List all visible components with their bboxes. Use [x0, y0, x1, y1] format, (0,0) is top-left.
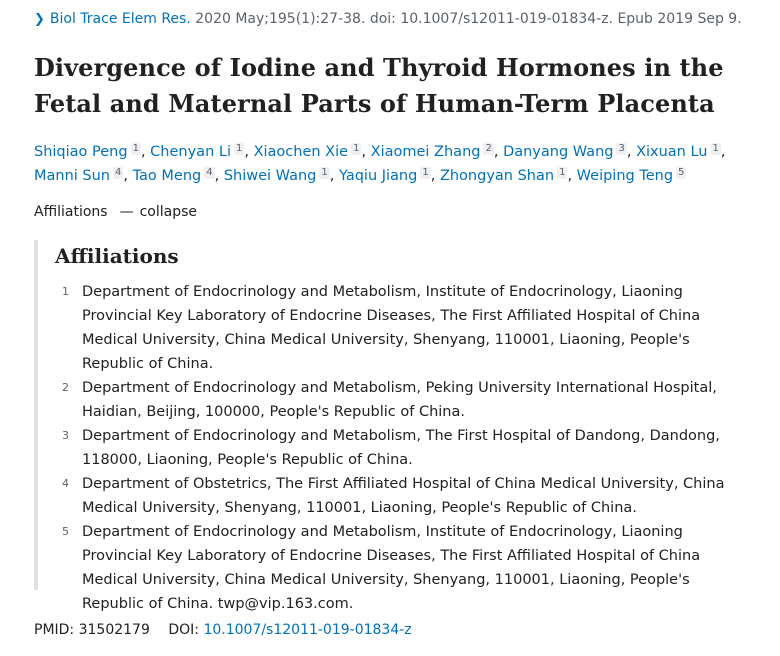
author-item: Yaqiu Jiang $^1$ ,: [338, 167, 436, 184]
author-item: Manni Sun $^4$ ,: [34, 167, 128, 184]
author-item: Xixuan Lu $^1$ ,: [636, 143, 726, 160]
author-affiliation-ref[interactable]: 1: [422, 167, 429, 178]
affiliation-number: 2: [62, 381, 69, 394]
author-item: Danyang Wang $^3$ ,: [503, 143, 632, 160]
author-item: [577, 168, 687, 184]
affiliation-text: Department of Endocrinology and Metabolism, Institute of Endocrinology, Liaoning Provincial Key Laboratory of Endocrine Diseases, The First Affiliated Hospital of China Medical University, China Medical University, Shenyang, 110001, Liaoning, People's Republic of China.: [82, 284, 701, 372]
author-item: Zhongyan Shan $^1$ ,: [439, 167, 573, 184]
author-affiliation-ref[interactable]: 5: [678, 167, 685, 178]
affiliation-item: [62, 424, 752, 472]
affiliation-text: Department of Obstetrics, The First Affiliated Hospital of China Medical University, China Medical University, Shenyang, 110001, Liaoning, People's Republic of China.: [82, 476, 725, 516]
affiliations-heading: Affiliations: [55, 244, 179, 268]
chevron-right-icon[interactable]: ❯: [34, 12, 45, 27]
collapse-link[interactable]: collapse: [139, 204, 198, 220]
author-affiliation-ref[interactable]: 1: [321, 167, 328, 178]
identifiers-line: [34, 620, 412, 640]
author-link[interactable]: Weiping Teng: [576, 168, 674, 184]
affiliations-panel: [34, 240, 758, 612]
affiliation-item: [62, 280, 752, 376]
author-item: Shiwei Wang $^1$ ,: [223, 167, 335, 184]
affiliations-toggle[interactable]: [34, 202, 197, 222]
author-affiliation-ref[interactable]: 4: [115, 167, 122, 178]
affiliation-item: [62, 376, 752, 424]
affiliation-number: 1: [62, 285, 69, 298]
author-link[interactable]: Xixuan Lu: [636, 144, 708, 160]
author-link[interactable]: Xiaomei Zhang: [370, 144, 481, 160]
affiliation-number: 4: [62, 477, 69, 490]
affiliations-toggle-label: Affiliations: [34, 204, 108, 220]
author-link[interactable]: Chenyan Li: [150, 144, 231, 160]
affiliation-text: Department of Endocrinology and Metabolism, Peking University International Hospital, Haidian, Beijing, 100000, People's Republic of China.: [82, 380, 717, 420]
affiliation-text: Department of Endocrinology and Metabolism, Institute of Endocrinology, Liaoning Provincial Key Laboratory of Endocrine Diseases, The First Affiliated Hospital of China Medical University, China Medical University, Shenyang, 110001, Liaoning, People's Republic of China. twp@vip.163.com.: [82, 524, 701, 612]
author-link[interactable]: Zhongyan Shan: [439, 168, 555, 184]
author-link[interactable]: Tao Meng: [132, 168, 202, 184]
pmid-value: 31502179: [78, 622, 150, 638]
author-affiliation-ref[interactable]: 1: [712, 143, 719, 154]
author-link[interactable]: Xiaochen Xie: [253, 144, 349, 160]
author-list: [34, 140, 754, 188]
author-affiliation-ref[interactable]: 3: [618, 143, 625, 154]
author-item: Tao Meng $^4$ ,: [132, 167, 220, 184]
author-affiliation-ref[interactable]: 1: [132, 143, 139, 154]
author-link[interactable]: Danyang Wang: [503, 144, 614, 160]
affiliation-number: 5: [62, 525, 69, 538]
affiliation-item: [62, 520, 752, 616]
author-link[interactable]: Manni Sun: [34, 168, 110, 184]
author-affiliation-ref[interactable]: 2: [485, 143, 492, 154]
citation-details: 2020 May;195(1):27-38. doi: 10.1007/s12011-019-01834-z. Epub 2019 Sep 9.: [195, 11, 742, 27]
author-affiliation-ref[interactable]: 1: [559, 167, 566, 178]
author-link[interactable]: Shiqiao Peng: [34, 144, 128, 160]
citation-line: [34, 10, 742, 29]
author-affiliation-ref[interactable]: 4: [206, 167, 213, 178]
author-item: Xiaochen Xie $^1$ ,: [253, 143, 367, 160]
toggle-dash: —: [119, 204, 134, 220]
affiliation-text: Department of Endocrinology and Metabolism, The First Hospital of Dandong, Dandong, 118000, Liaoning, People's Republic of China.: [82, 428, 720, 468]
author-item: Chenyan Li $^1$ ,: [150, 143, 249, 160]
author-link[interactable]: Yaqiu Jiang: [338, 168, 418, 184]
pmid-label: PMID:: [34, 622, 75, 638]
author-affiliation-ref[interactable]: 1: [235, 143, 243, 154]
article-title: Divergence of Iodine and Thyroid Hormones in the Fetal and Maternal Parts of Human-Term Placenta: [34, 53, 724, 118]
doi-link[interactable]: 10.1007/s12011-019-01834-z: [203, 622, 412, 638]
doi-label: DOI:: [168, 622, 199, 638]
author-link[interactable]: Shiwei Wang: [223, 168, 317, 184]
author-item: Xiaomei Zhang $^2$ ,: [370, 143, 499, 160]
affiliation-item: [62, 472, 752, 520]
affiliation-number: 3: [62, 429, 69, 442]
author-item: Shiqiao Peng $^1$ ,: [34, 143, 146, 160]
journal-link[interactable]: Biol Trace Elem Res.: [49, 11, 191, 27]
affiliations-list: [62, 280, 752, 616]
author-affiliation-ref[interactable]: 1: [353, 143, 360, 154]
